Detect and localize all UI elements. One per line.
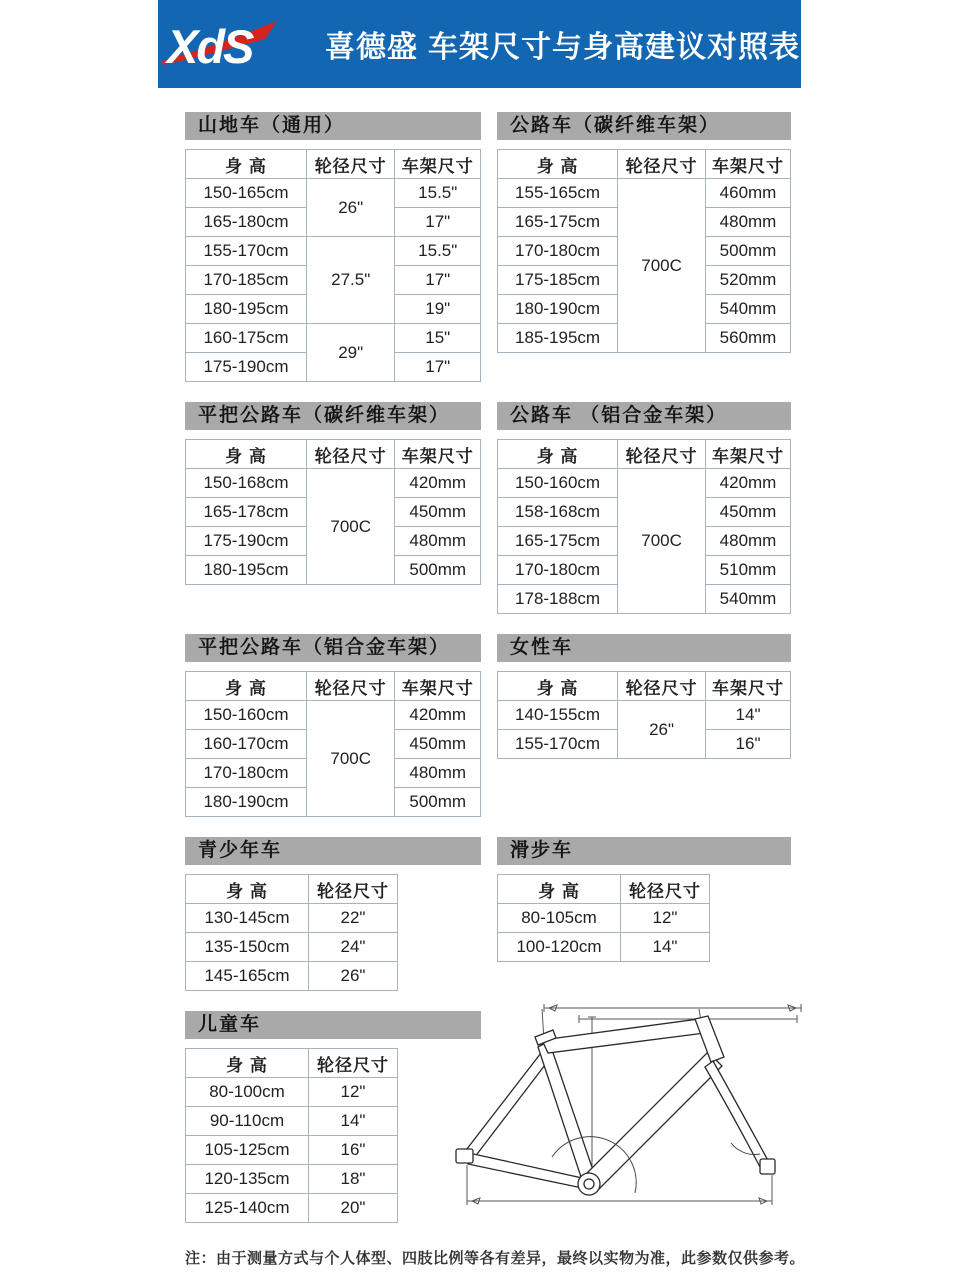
column-header: 身 高: [186, 672, 307, 701]
column-header: 轮径尺寸: [309, 1049, 398, 1078]
table-row: [186, 1194, 398, 1223]
table-cell: 14": [706, 701, 791, 730]
table-cell: 155-170cm: [186, 237, 307, 266]
table-cell: 180-190cm: [186, 788, 307, 817]
table-cell: 700C: [306, 701, 395, 817]
table-cell: 12": [621, 904, 710, 933]
table-cell: 520mm: [706, 266, 791, 295]
table-cell: 160-170cm: [186, 730, 307, 759]
table-row: [186, 1078, 398, 1107]
table-cell: 165-178cm: [186, 498, 307, 527]
column-header: 轮径尺寸: [306, 440, 395, 469]
section-mountain-bike: [185, 112, 481, 382]
table-cell: 175-190cm: [186, 527, 307, 556]
table-cell: 480mm: [706, 208, 791, 237]
table-cell: 450mm: [706, 498, 791, 527]
section-flatbar-alloy: [185, 634, 481, 817]
section-title: 平把公路车（碳纤维车架）: [198, 405, 451, 426]
section-road-alloy: [497, 402, 791, 614]
table-cell: 120-135cm: [186, 1165, 309, 1194]
table-cell: 480mm: [706, 527, 791, 556]
table-cell: 15": [395, 324, 481, 353]
section-kids: [185, 1011, 481, 1223]
table-cell: 20": [309, 1194, 398, 1223]
table-row: [186, 1107, 398, 1136]
table-cell: 26": [306, 179, 395, 237]
section-title: 女性车: [510, 637, 574, 658]
table-cell: 18": [309, 1165, 398, 1194]
table-cell: 19": [395, 295, 481, 324]
table-cell: 16": [309, 1136, 398, 1165]
table-cell: 420mm: [395, 701, 481, 730]
brand-name: 喜德盛: [325, 31, 418, 64]
table-cell: 178-188cm: [498, 585, 618, 614]
column-header: 车架尺寸: [706, 672, 791, 701]
section-title: 公路车（碳纤维车架）: [510, 115, 721, 136]
table-cell: 420mm: [395, 469, 481, 498]
table-cell: 145-165cm: [186, 962, 309, 991]
table-cell: 185-195cm: [498, 324, 618, 353]
table-cell: 80-100cm: [186, 1078, 309, 1107]
header-banner: [158, 0, 801, 88]
column-header: 车架尺寸: [395, 672, 481, 701]
table-cell: 17": [395, 266, 481, 295]
table-cell: 14": [309, 1107, 398, 1136]
banner-title: [325, 22, 800, 66]
table-cell: 26": [618, 701, 706, 759]
bike-frame-diagram: [449, 995, 859, 1231]
table-cell: 180-195cm: [186, 295, 307, 324]
table-cell: 170-180cm: [186, 759, 307, 788]
column-header: 轮径尺寸: [621, 875, 710, 904]
table-cell: 500mm: [395, 788, 481, 817]
table-cell: 480mm: [395, 759, 481, 788]
balance-bike-table: [497, 874, 710, 962]
section-women: [497, 634, 791, 759]
table-cell: 16": [706, 730, 791, 759]
logo-text: XdS: [167, 20, 253, 73]
table-cell: 100-120cm: [498, 933, 621, 962]
section-title-bar: [497, 837, 791, 865]
column-header: 轮径尺寸: [306, 672, 395, 701]
table-cell: 540mm: [706, 585, 791, 614]
flatbar-carbon-table: [185, 439, 481, 585]
table-cell: 24": [309, 933, 398, 962]
column-header: 身 高: [186, 1049, 309, 1078]
table-row: [186, 701, 481, 730]
table-cell: 460mm: [706, 179, 791, 208]
table-cell: 560mm: [706, 324, 791, 353]
table-cell: 15.5": [395, 237, 481, 266]
table-cell: 22": [309, 904, 398, 933]
table-cell: 450mm: [395, 498, 481, 527]
table-row: [498, 179, 791, 208]
table-cell: 450mm: [395, 730, 481, 759]
column-header: 轮径尺寸: [618, 672, 706, 701]
column-header: 身 高: [186, 875, 309, 904]
table-row: [498, 469, 791, 498]
column-header: 身 高: [498, 672, 618, 701]
table-cell: 155-165cm: [498, 179, 618, 208]
table-row: [186, 324, 481, 353]
column-header: 车架尺寸: [395, 150, 481, 179]
table-cell: 17": [395, 353, 481, 382]
section-balance: [497, 837, 791, 962]
table-cell: 150-165cm: [186, 179, 307, 208]
table-row: [498, 904, 710, 933]
footnote: 注：由于测量方式与个人体型、四肢比例等各有差异，最终以实物为准，此参数仅供参考。: [185, 1250, 806, 1267]
table-row: [186, 933, 398, 962]
table-cell: 180-190cm: [498, 295, 618, 324]
section-title: 山地车（通用）: [198, 115, 346, 136]
table-cell: 12": [309, 1078, 398, 1107]
table-cell: 500mm: [395, 556, 481, 585]
section-flatbar-carbon: [185, 402, 481, 585]
table-cell: 510mm: [706, 556, 791, 585]
section-title: 儿童车: [198, 1014, 262, 1035]
table-cell: 17": [395, 208, 481, 237]
table-row: [186, 904, 398, 933]
table-cell: 150-160cm: [498, 469, 618, 498]
table-cell: 165-175cm: [498, 527, 618, 556]
column-header: 车架尺寸: [395, 440, 481, 469]
table-cell: 175-190cm: [186, 353, 307, 382]
table-cell: 160-175cm: [186, 324, 307, 353]
table-cell: 420mm: [706, 469, 791, 498]
table-cell: 158-168cm: [498, 498, 618, 527]
table-cell: 170-180cm: [498, 237, 618, 266]
section-title-bar: [185, 837, 481, 865]
table-cell: 27.5": [306, 237, 395, 324]
table-cell: 140-155cm: [498, 701, 618, 730]
column-header: 身 高: [498, 440, 618, 469]
section-title: 滑步车: [510, 840, 574, 861]
table-cell: 155-170cm: [498, 730, 618, 759]
section-title: 公路车 （铝合金车架）: [510, 405, 728, 426]
column-header: 车架尺寸: [706, 150, 791, 179]
column-header: 身 高: [186, 150, 307, 179]
table-cell: 125-140cm: [186, 1194, 309, 1223]
table-cell: 180-195cm: [186, 556, 307, 585]
table-cell: 170-180cm: [498, 556, 618, 585]
table-cell: 15.5": [395, 179, 481, 208]
table-cell: 90-110cm: [186, 1107, 309, 1136]
table-row: [186, 469, 481, 498]
section-title-bar: [497, 402, 791, 430]
table-row: [186, 1136, 398, 1165]
table-cell: 165-180cm: [186, 208, 307, 237]
column-header: 轮径尺寸: [309, 875, 398, 904]
kids-bike-table: [185, 1048, 398, 1223]
table-cell: 29": [306, 324, 395, 382]
column-header: 轮径尺寸: [618, 150, 706, 179]
table-row: [186, 237, 481, 266]
table-cell: 700C: [306, 469, 395, 585]
table-cell: 170-185cm: [186, 266, 307, 295]
column-header: 身 高: [186, 440, 307, 469]
section-title-bar: [185, 402, 481, 430]
table-cell: 700C: [618, 469, 706, 614]
youth-bike-table: [185, 874, 398, 991]
road-alloy-table: [497, 439, 791, 614]
section-road-carbon: [497, 112, 791, 353]
table-cell: 105-125cm: [186, 1136, 309, 1165]
column-header: 轮径尺寸: [306, 150, 395, 179]
road-carbon-table: [497, 149, 791, 353]
tables-grid: [185, 112, 791, 1231]
table-cell: 14": [621, 933, 710, 962]
table-row: [186, 962, 398, 991]
table-row: [498, 933, 710, 962]
table-cell: 130-145cm: [186, 904, 309, 933]
section-title-bar: [497, 634, 791, 662]
column-header: 身 高: [498, 875, 621, 904]
section-youth: [185, 837, 481, 991]
page-title: 车架尺寸与身高建议对照表: [428, 31, 800, 64]
table-cell: 150-160cm: [186, 701, 307, 730]
section-title: 平把公路车（铝合金车架）: [198, 637, 451, 658]
table-cell: 150-168cm: [186, 469, 307, 498]
table-cell: 175-185cm: [498, 266, 618, 295]
table-cell: 26": [309, 962, 398, 991]
section-title-bar: [185, 634, 481, 662]
table-cell: 480mm: [395, 527, 481, 556]
table-cell: 500mm: [706, 237, 791, 266]
section-title-bar: [185, 112, 481, 140]
xds-logo: [159, 13, 311, 75]
column-header: 身 高: [498, 150, 618, 179]
table-cell: 165-175cm: [498, 208, 618, 237]
section-frame-diagram: [497, 1011, 791, 1231]
flatbar-alloy-table: [185, 671, 481, 817]
table-row: [186, 179, 481, 208]
table-row: [498, 701, 791, 730]
section-title-bar: [497, 112, 791, 140]
mountain-bike-table: [185, 149, 481, 382]
table-cell: 135-150cm: [186, 933, 309, 962]
women-bike-table: [497, 671, 791, 759]
table-cell: 540mm: [706, 295, 791, 324]
table-row: [186, 1165, 398, 1194]
section-title: 青少年车: [198, 840, 283, 861]
column-header: 车架尺寸: [706, 440, 791, 469]
table-cell: 700C: [618, 179, 706, 353]
table-cell: 80-105cm: [498, 904, 621, 933]
section-title-bar: [185, 1011, 481, 1039]
column-header: 轮径尺寸: [618, 440, 706, 469]
